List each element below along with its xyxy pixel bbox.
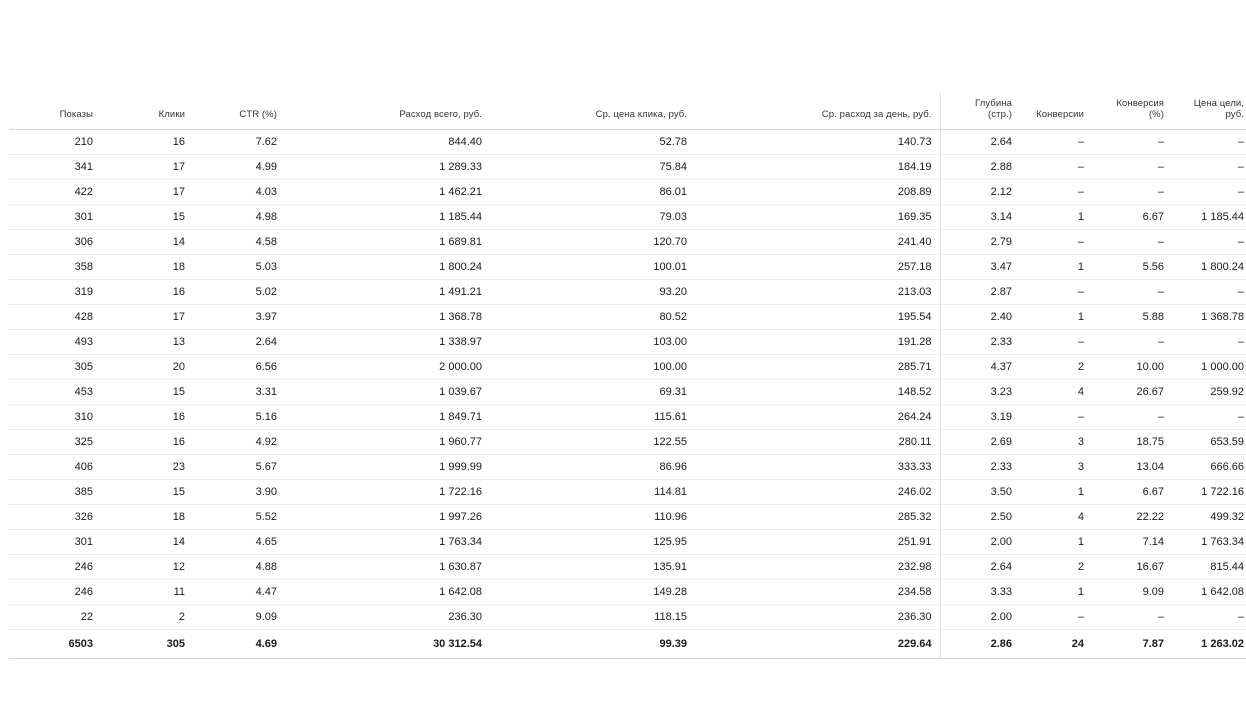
cell-conversions: – <box>1020 230 1092 255</box>
cell-total-spend: 1 997.26 <box>285 505 490 530</box>
cell-clicks: 18 <box>101 505 193 530</box>
cell-total-spend: 1 689.81 <box>285 230 490 255</box>
cell-ctr: 4.03 <box>193 180 285 205</box>
column-header-conversions[interactable]: Конверсии <box>1020 92 1092 130</box>
cell-avg-click-price: 120.70 <box>490 230 695 255</box>
cell-goal-price: 1 368.78 <box>1172 305 1246 330</box>
table-row <box>9 555 1246 580</box>
cell-conversions: 3 <box>1020 455 1092 480</box>
cell-avg-daily-spend: 148.52 <box>695 380 940 405</box>
table-row <box>9 480 1246 505</box>
cell-impressions: 306 <box>9 230 101 255</box>
cell-clicks: 16 <box>101 130 193 155</box>
cell-total-spend: 1 491.21 <box>285 280 490 305</box>
cell-avg-click-price: 103.00 <box>490 330 695 355</box>
cell-impressions: 210 <box>9 130 101 155</box>
cell-avg-daily-spend: 232.98 <box>695 555 940 580</box>
cell-impressions: 358 <box>9 255 101 280</box>
cell-goal-price: 259.92 <box>1172 380 1246 405</box>
cell-ctr: 5.67 <box>193 455 285 480</box>
cell-depth: 2.69 <box>940 430 1020 455</box>
table-row <box>9 430 1246 455</box>
cell-clicks: 16 <box>101 280 193 305</box>
cell-avg-click-price: 52.78 <box>490 130 695 155</box>
cell-goal-price: – <box>1172 130 1246 155</box>
cell-total-spend: 1 960.77 <box>285 430 490 455</box>
cell-conversion-rate: 26.67 <box>1092 380 1172 405</box>
cell-conversion-rate: 10.00 <box>1092 355 1172 380</box>
cell-impressions: 319 <box>9 280 101 305</box>
cell-total-spend: 1 999.99 <box>285 455 490 480</box>
cell-total-spend: 1 800.24 <box>285 255 490 280</box>
table-row <box>9 605 1246 630</box>
cell-clicks: 18 <box>101 255 193 280</box>
cell-depth: 3.33 <box>940 580 1020 605</box>
cell-depth: 3.19 <box>940 405 1020 430</box>
cell-impressions: 385 <box>9 480 101 505</box>
cell-total-spend: 1 185.44 <box>285 205 490 230</box>
table-row <box>9 380 1246 405</box>
cell-avg-daily-spend: 280.11 <box>695 430 940 455</box>
total-avg-click-price: 99.39 <box>490 630 695 659</box>
column-header-goal-price[interactable]: Цена цели, руб. <box>1172 92 1246 130</box>
cell-total-spend: 1 462.21 <box>285 180 490 205</box>
cell-ctr: 7.62 <box>193 130 285 155</box>
cell-total-spend: 1 722.16 <box>285 480 490 505</box>
cell-clicks: 17 <box>101 180 193 205</box>
total-total-spend: 30 312.54 <box>285 630 490 659</box>
column-header-clicks[interactable]: Клики <box>101 92 193 130</box>
cell-total-spend: 1 289.33 <box>285 155 490 180</box>
cell-conversion-rate: 22.22 <box>1092 505 1172 530</box>
cell-ctr: 5.16 <box>193 405 285 430</box>
cell-impressions: 453 <box>9 380 101 405</box>
cell-conversions: 2 <box>1020 355 1092 380</box>
cell-clicks: 17 <box>101 155 193 180</box>
cell-goal-price: 499.32 <box>1172 505 1246 530</box>
cell-avg-click-price: 100.00 <box>490 355 695 380</box>
cell-total-spend: 1 368.78 <box>285 305 490 330</box>
cell-conversion-rate: 13.04 <box>1092 455 1172 480</box>
cell-conversions: 1 <box>1020 255 1092 280</box>
table-row <box>9 230 1246 255</box>
cell-conversion-rate: – <box>1092 230 1172 255</box>
cell-conversion-rate: 16.67 <box>1092 555 1172 580</box>
total-depth: 2.86 <box>940 630 1020 659</box>
cell-clicks: 11 <box>101 580 193 605</box>
cell-impressions: 301 <box>9 205 101 230</box>
cell-depth: 3.23 <box>940 380 1020 405</box>
cell-goal-price: – <box>1172 405 1246 430</box>
cell-total-spend: 1 849.71 <box>285 405 490 430</box>
cell-conversion-rate: 5.88 <box>1092 305 1172 330</box>
table-row <box>9 505 1246 530</box>
cell-avg-click-price: 110.96 <box>490 505 695 530</box>
cell-depth: 3.47 <box>940 255 1020 280</box>
table-row <box>9 530 1246 555</box>
cell-conversion-rate: 9.09 <box>1092 580 1172 605</box>
cell-total-spend: 844.40 <box>285 130 490 155</box>
cell-ctr: 6.56 <box>193 355 285 380</box>
cell-avg-click-price: 69.31 <box>490 380 695 405</box>
cell-conversion-rate: – <box>1092 280 1172 305</box>
cell-avg-click-price: 149.28 <box>490 580 695 605</box>
total-avg-daily-spend: 229.64 <box>695 630 940 659</box>
table-body <box>9 130 1246 659</box>
cell-clicks: 16 <box>101 430 193 455</box>
cell-impressions: 22 <box>9 605 101 630</box>
column-header-depth[interactable]: Глубина (стр.) <box>940 92 1020 130</box>
cell-ctr: 5.03 <box>193 255 285 280</box>
cell-clicks: 15 <box>101 480 193 505</box>
cell-avg-daily-spend: 257.18 <box>695 255 940 280</box>
cell-ctr: 4.98 <box>193 205 285 230</box>
cell-avg-daily-spend: 264.24 <box>695 405 940 430</box>
header-row <box>9 92 1246 130</box>
cell-avg-click-price: 122.55 <box>490 430 695 455</box>
table-row <box>9 305 1246 330</box>
cell-clicks: 16 <box>101 405 193 430</box>
cell-conversion-rate: – <box>1092 405 1172 430</box>
cell-avg-daily-spend: 251.91 <box>695 530 940 555</box>
total-conversions: 24 <box>1020 630 1092 659</box>
cell-impressions: 326 <box>9 505 101 530</box>
cell-depth: 2.64 <box>940 555 1020 580</box>
cell-clicks: 14 <box>101 230 193 255</box>
table-row <box>9 405 1246 430</box>
cell-clicks: 23 <box>101 455 193 480</box>
cell-conversion-rate: – <box>1092 180 1172 205</box>
cell-ctr: 4.65 <box>193 530 285 555</box>
cell-ctr: 4.99 <box>193 155 285 180</box>
cell-avg-click-price: 86.01 <box>490 180 695 205</box>
cell-avg-click-price: 114.81 <box>490 480 695 505</box>
cell-depth: 2.64 <box>940 130 1020 155</box>
cell-conversion-rate: – <box>1092 155 1172 180</box>
cell-goal-price: 666.66 <box>1172 455 1246 480</box>
cell-conversions: 2 <box>1020 555 1092 580</box>
cell-conversions: 4 <box>1020 505 1092 530</box>
table-row <box>9 205 1246 230</box>
cell-depth: 2.00 <box>940 605 1020 630</box>
cell-impressions: 301 <box>9 530 101 555</box>
cell-conversion-rate: 6.67 <box>1092 205 1172 230</box>
cell-impressions: 246 <box>9 580 101 605</box>
table-row <box>9 330 1246 355</box>
cell-conversions: – <box>1020 155 1092 180</box>
cell-depth: 2.12 <box>940 180 1020 205</box>
cell-conversions: – <box>1020 605 1092 630</box>
statistics-table <box>9 92 1246 659</box>
cell-avg-click-price: 125.95 <box>490 530 695 555</box>
cell-conversion-rate: 7.14 <box>1092 530 1172 555</box>
cell-conversions: – <box>1020 130 1092 155</box>
cell-conversions: – <box>1020 280 1092 305</box>
cell-conversions: – <box>1020 330 1092 355</box>
cell-impressions: 406 <box>9 455 101 480</box>
cell-depth: 3.14 <box>940 205 1020 230</box>
cell-conversions: 1 <box>1020 305 1092 330</box>
cell-goal-price: – <box>1172 230 1246 255</box>
cell-avg-daily-spend: 213.03 <box>695 280 940 305</box>
cell-goal-price: 1 800.24 <box>1172 255 1246 280</box>
cell-ctr: 5.52 <box>193 505 285 530</box>
cell-impressions: 310 <box>9 405 101 430</box>
cell-goal-price: 1 185.44 <box>1172 205 1246 230</box>
cell-avg-click-price: 100.01 <box>490 255 695 280</box>
cell-conversion-rate: 5.56 <box>1092 255 1172 280</box>
cell-ctr: 4.47 <box>193 580 285 605</box>
cell-ctr: 3.31 <box>193 380 285 405</box>
cell-conversions: 1 <box>1020 205 1092 230</box>
table-row <box>9 180 1246 205</box>
table-total-row <box>9 630 1246 659</box>
cell-avg-daily-spend: 333.33 <box>695 455 940 480</box>
cell-depth: 2.33 <box>940 455 1020 480</box>
cell-total-spend: 1 642.08 <box>285 580 490 605</box>
cell-conversion-rate: – <box>1092 130 1172 155</box>
cell-ctr: 3.97 <box>193 305 285 330</box>
cell-total-spend: 1 338.97 <box>285 330 490 355</box>
cell-conversion-rate: – <box>1092 330 1172 355</box>
cell-goal-price: 815.44 <box>1172 555 1246 580</box>
table-header <box>9 92 1246 130</box>
cell-depth: 2.33 <box>940 330 1020 355</box>
cell-total-spend: 2 000.00 <box>285 355 490 380</box>
cell-avg-daily-spend: 246.02 <box>695 480 940 505</box>
cell-avg-daily-spend: 195.54 <box>695 305 940 330</box>
cell-goal-price: – <box>1172 155 1246 180</box>
cell-clicks: 14 <box>101 530 193 555</box>
cell-goal-price: 1 763.34 <box>1172 530 1246 555</box>
cell-avg-click-price: 86.96 <box>490 455 695 480</box>
cell-conversions: 4 <box>1020 380 1092 405</box>
table-row <box>9 155 1246 180</box>
total-goal-price: 1 263.02 <box>1172 630 1246 659</box>
cell-depth: 2.50 <box>940 505 1020 530</box>
cell-goal-price: – <box>1172 180 1246 205</box>
cell-avg-click-price: 115.61 <box>490 405 695 430</box>
cell-conversion-rate: 18.75 <box>1092 430 1172 455</box>
table-row <box>9 130 1246 155</box>
total-clicks: 305 <box>101 630 193 659</box>
cell-goal-price: 1 722.16 <box>1172 480 1246 505</box>
cell-total-spend: 1 630.87 <box>285 555 490 580</box>
cell-clicks: 15 <box>101 205 193 230</box>
cell-depth: 2.40 <box>940 305 1020 330</box>
cell-clicks: 2 <box>101 605 193 630</box>
cell-avg-click-price: 118.15 <box>490 605 695 630</box>
table-row <box>9 355 1246 380</box>
column-header-avg-click-price[interactable]: Ср. цена клика, руб. <box>490 92 695 130</box>
table-row <box>9 455 1246 480</box>
cell-impressions: 428 <box>9 305 101 330</box>
cell-conversions: – <box>1020 405 1092 430</box>
cell-goal-price: 653.59 <box>1172 430 1246 455</box>
cell-conversions: 1 <box>1020 580 1092 605</box>
cell-avg-click-price: 79.03 <box>490 205 695 230</box>
cell-clicks: 20 <box>101 355 193 380</box>
cell-depth: 4.37 <box>940 355 1020 380</box>
column-header-total-spend[interactable]: Расход всего, руб. <box>285 92 490 130</box>
cell-ctr: 4.92 <box>193 430 285 455</box>
cell-avg-daily-spend: 234.58 <box>695 580 940 605</box>
cell-avg-daily-spend: 241.40 <box>695 230 940 255</box>
cell-goal-price: – <box>1172 280 1246 305</box>
cell-ctr: 3.90 <box>193 480 285 505</box>
cell-ctr: 5.02 <box>193 280 285 305</box>
cell-goal-price: 1 000.00 <box>1172 355 1246 380</box>
statistics-table-container <box>9 92 1244 659</box>
cell-impressions: 305 <box>9 355 101 380</box>
cell-impressions: 325 <box>9 430 101 455</box>
cell-ctr: 4.58 <box>193 230 285 255</box>
cell-ctr: 4.88 <box>193 555 285 580</box>
cell-ctr: 9.09 <box>193 605 285 630</box>
cell-clicks: 17 <box>101 305 193 330</box>
cell-clicks: 13 <box>101 330 193 355</box>
cell-avg-click-price: 135.91 <box>490 555 695 580</box>
cell-ctr: 2.64 <box>193 330 285 355</box>
cell-total-spend: 236.30 <box>285 605 490 630</box>
cell-depth: 2.79 <box>940 230 1020 255</box>
cell-goal-price: – <box>1172 605 1246 630</box>
cell-conversions: 1 <box>1020 530 1092 555</box>
cell-conversion-rate: 6.67 <box>1092 480 1172 505</box>
cell-avg-daily-spend: 285.71 <box>695 355 940 380</box>
cell-avg-daily-spend: 285.32 <box>695 505 940 530</box>
cell-avg-daily-spend: 191.28 <box>695 330 940 355</box>
cell-avg-daily-spend: 140.73 <box>695 130 940 155</box>
cell-total-spend: 1 039.67 <box>285 380 490 405</box>
column-header-conversion-rate[interactable]: Конверсия (%) <box>1092 92 1172 130</box>
cell-total-spend: 1 763.34 <box>285 530 490 555</box>
cell-avg-daily-spend: 208.89 <box>695 180 940 205</box>
cell-impressions: 422 <box>9 180 101 205</box>
cell-impressions: 341 <box>9 155 101 180</box>
cell-avg-daily-spend: 184.19 <box>695 155 940 180</box>
cell-conversion-rate: – <box>1092 605 1172 630</box>
cell-avg-click-price: 80.52 <box>490 305 695 330</box>
column-header-avg-daily-spend[interactable]: Ср. расход за день, руб. <box>695 92 940 130</box>
cell-depth: 2.00 <box>940 530 1020 555</box>
cell-avg-click-price: 93.20 <box>490 280 695 305</box>
cell-clicks: 15 <box>101 380 193 405</box>
total-conversion-rate: 7.87 <box>1092 630 1172 659</box>
column-header-ctr[interactable]: CTR (%) <box>193 92 285 130</box>
table-row <box>9 580 1246 605</box>
cell-avg-daily-spend: 169.35 <box>695 205 940 230</box>
cell-goal-price: 1 642.08 <box>1172 580 1246 605</box>
total-impressions: 6503 <box>9 630 101 659</box>
cell-depth: 2.88 <box>940 155 1020 180</box>
cell-conversions: – <box>1020 180 1092 205</box>
table-row <box>9 255 1246 280</box>
cell-conversions: 1 <box>1020 480 1092 505</box>
cell-impressions: 246 <box>9 555 101 580</box>
table-row <box>9 280 1246 305</box>
cell-goal-price: – <box>1172 330 1246 355</box>
cell-avg-click-price: 75.84 <box>490 155 695 180</box>
column-header-impressions[interactable]: Показы <box>9 92 101 130</box>
cell-clicks: 12 <box>101 555 193 580</box>
total-ctr: 4.69 <box>193 630 285 659</box>
cell-conversions: 3 <box>1020 430 1092 455</box>
cell-depth: 2.87 <box>940 280 1020 305</box>
cell-impressions: 493 <box>9 330 101 355</box>
cell-depth: 3.50 <box>940 480 1020 505</box>
cell-avg-daily-spend: 236.30 <box>695 605 940 630</box>
